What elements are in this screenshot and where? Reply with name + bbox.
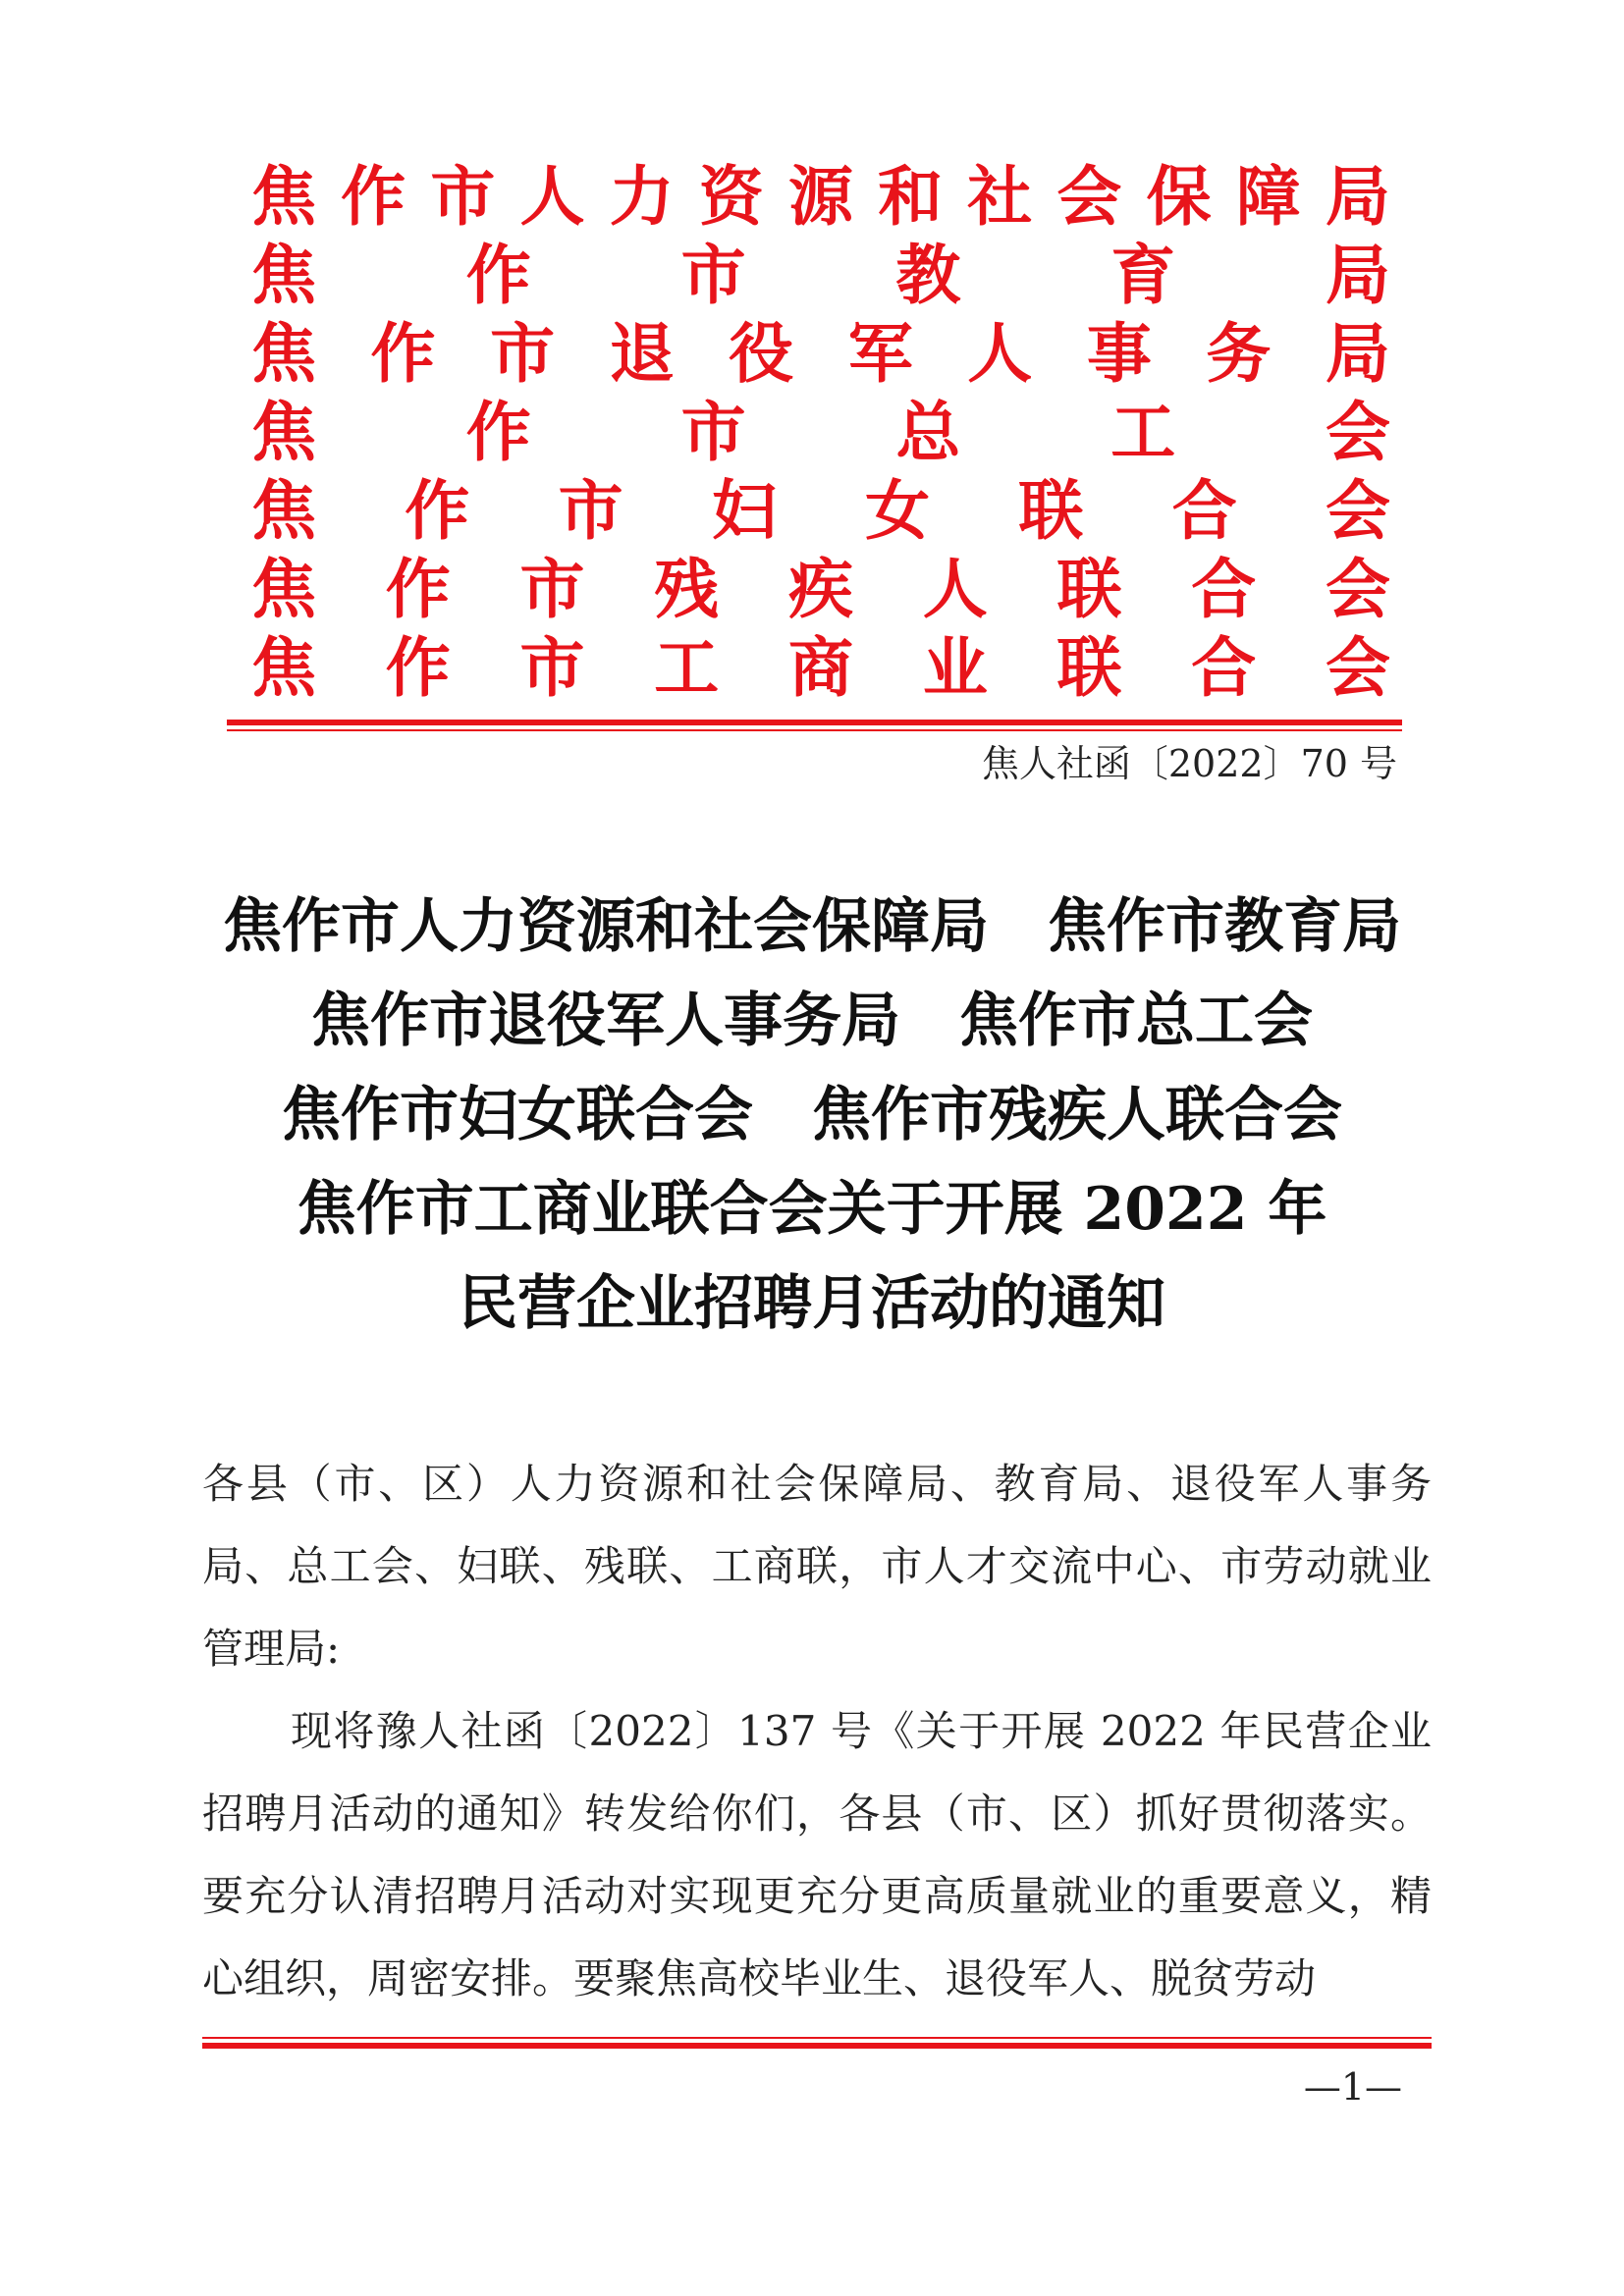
issuer-char: 焦 [251,472,316,549]
issuer-char: 焦 [251,237,316,313]
issuer-char: 工 [654,629,720,706]
title-line: 焦作市人力资源和社会保障局 焦作市教育局 [223,892,1401,961]
issuer-char: 焦 [251,158,316,235]
issuer-char: 保 [1146,158,1212,235]
issuer-char: 市 [519,629,585,706]
issuer-char: 作 [370,315,436,392]
footer-red-rule-thin [202,2037,1432,2039]
issuer-char: 局 [1325,237,1390,313]
issuer-char: 和 [878,158,944,235]
issuer-char: 退 [609,315,675,392]
issuer-row [251,628,1390,707]
title-line: 民营企业招聘月活动的通知 [459,1269,1165,1338]
issuer-char: 焦 [251,315,316,392]
issuer-char: 作 [405,472,470,549]
issuer-char: 人 [922,551,988,627]
issuer-char: 市 [558,472,623,549]
issuer-char: 会 [1056,158,1122,235]
issuer-char: 合 [1191,629,1257,706]
issuer-char: 作 [385,551,451,627]
issuer-char: 力 [609,158,675,235]
issuer-char: 会 [1326,551,1390,627]
issuer-char: 作 [341,158,406,235]
title-line: 焦作市妇女联合会 焦作市残疾人联合会 [282,1081,1342,1149]
issuer-char: 源 [787,158,853,235]
issuer-row [251,550,1390,628]
issuer-row [251,157,1390,236]
footer-red-rule-thick [202,2043,1432,2049]
title-line: 焦作市工商业联合会关于开展 2022 年 [297,1175,1327,1244]
issuer-row [251,393,1390,471]
issuer-char: 合 [1171,472,1237,549]
issuing-agencies-header [251,157,1390,707]
issuer-char: 市 [430,158,496,235]
issuer-char: 市 [490,315,556,392]
issuer-char: 残 [654,551,720,627]
addressee: 各县（市、区）人力资源和社会保障局、教育局、退役军人事务局、总工会、妇联、残联、工商联，市人才交流中心、市劳动就业管理局: [202,1460,1432,1673]
issuer-char: 业 [922,629,988,706]
issuer-char: 工 [1110,394,1176,470]
issuer-row [251,471,1390,550]
issuer-char: 局 [1325,158,1390,235]
document-title [147,880,1477,1351]
issuer-char: 妇 [711,472,777,549]
issuer-char: 人 [967,315,1033,392]
issuer-char: 疾 [788,551,853,627]
issuer-char: 社 [967,158,1033,235]
issuer-char: 焦 [251,394,316,470]
issuer-char: 市 [519,551,585,627]
issuer-char: 会 [1325,394,1390,470]
issuer-char: 合 [1191,551,1257,627]
issuer-char: 局 [1325,315,1390,392]
document-body [202,1443,1432,2020]
issuer-char: 役 [729,315,794,392]
issuer-char: 市 [680,237,746,313]
issuer-char: 作 [465,237,531,313]
issuer-char: 焦 [251,629,316,706]
issuer-char: 教 [895,237,961,313]
issuer-row [251,236,1390,314]
issuer-row [251,314,1390,393]
header-red-rule-thin [227,729,1402,731]
document-number: 焦人社函〔2022〕70 号 [981,742,1397,785]
issuer-char: 商 [788,629,853,706]
issuer-char: 会 [1325,472,1390,549]
title-line: 焦作市退役军人事务局 焦作市总工会 [311,987,1313,1055]
issuer-char: 联 [1056,629,1122,706]
issuer-char: 障 [1235,158,1301,235]
issuer-char: 军 [847,315,913,392]
issuer-char: 焦 [251,551,316,627]
issuer-char: 联 [1056,551,1122,627]
issuer-char: 会 [1326,629,1390,706]
header-red-rule-thick [227,720,1402,725]
issuer-char: 人 [519,158,585,235]
issuer-char: 联 [1018,472,1084,549]
issuer-char: 作 [465,394,531,470]
issuer-char: 资 [698,158,764,235]
issuer-char: 总 [895,394,961,470]
issuer-char: 女 [865,472,931,549]
body-paragraph: 现将豫人社函〔2022〕137 号《关于开展 2022 年民营企业招聘月活动的通知》转发给你们，各县（市、区）抓好贯彻落实。要充分认清招聘月活动对实现更充分更高质量就业的重要意义，精心组织，周密安排。要聚焦高校毕业生、退役军人、脱贫劳动 [202,1707,1432,2002]
issuer-char: 作 [385,629,451,706]
issuer-char: 事 [1086,315,1152,392]
issuer-char: 务 [1206,315,1272,392]
page-number: —1— [1303,2065,1402,2109]
issuer-char: 育 [1110,237,1176,313]
issuer-char: 市 [680,394,746,470]
